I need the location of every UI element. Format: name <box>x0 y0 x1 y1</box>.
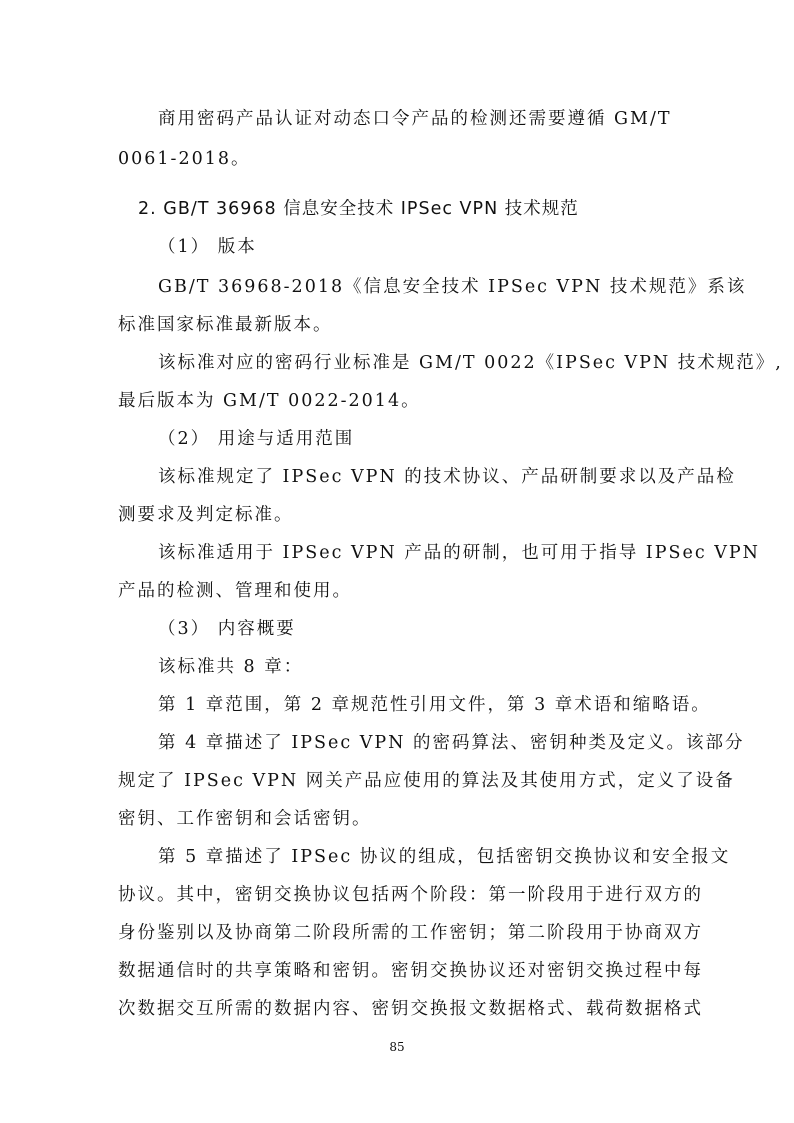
paragraph-line: 测要求及判定标准。 <box>118 505 294 525</box>
paragraph-line: GB/T 36968-2018《信息安全技术 IPSec VPN 技术规范》系该 <box>158 277 747 297</box>
paragraph-line: 第 4 章描述了 IPSec VPN 的密码算法、密钥种类及定义。该部分 <box>158 733 745 753</box>
paragraph-line: 规定了 IPSec VPN 网关产品应使用的算法及其使用方式，定义了设备 <box>118 771 735 791</box>
paragraph-line: 协议。其中，密钥交换协议包括两个阶段：第一阶段用于进行双方的 <box>118 885 703 905</box>
paragraph-line: 商用密码产品认证对动态口令产品的检测还需要遵循 GM/T <box>158 109 672 129</box>
section-heading: 2. GB/T 36968 信息安全技术 IPSec VPN 技术规范 <box>138 199 579 219</box>
paragraph-line: 该标准对应的密码行业标准是 GM/T 0022《IPSec VPN 技术规范》, <box>158 353 783 373</box>
paragraph-line: 最后版本为 GM/T 0022-2014。 <box>118 391 421 411</box>
paragraph-line: 次数据交互所需的数据内容、密钥交换报文数据格式、载荷数据格式 <box>118 999 703 1019</box>
paragraph-line: 密钥、工作密钥和会话密钥。 <box>118 809 372 829</box>
paragraph-line: 该标准适用于 IPSec VPN 产品的研制，也可用于指导 IPSec VPN <box>158 543 760 563</box>
paragraph-line: 身份鉴别以及协商第二阶段所需的工作密钥；第二阶段用于协商双方 <box>118 923 703 943</box>
subsection-heading: （1） 版本 <box>158 237 257 257</box>
paragraph-line: 标准国家标准最新版本。 <box>118 315 333 335</box>
subsection-heading: （3） 内容概要 <box>158 619 296 639</box>
paragraph-line: 该标准规定了 IPSec VPN 的技术协议、产品研制要求以及产品检 <box>158 467 736 487</box>
subsection-heading: （2） 用途与适用范围 <box>158 429 355 449</box>
paragraph-line: 0061-2018。 <box>118 149 251 169</box>
paragraph-line: 数据通信时的共享策略和密钥。密钥交换协议还对密钥交换过程中每 <box>118 961 703 981</box>
paragraph-line: 第 1 章范围，第 2 章规范性引用文件，第 3 章术语和缩略语。 <box>158 695 711 715</box>
paragraph-line: 产品的检测、管理和使用。 <box>118 581 352 601</box>
paragraph-line: 该标准共 8 章： <box>158 657 304 677</box>
paragraph-line: 第 5 章描述了 IPSec 协议的组成，包括密钥交换协议和安全报文 <box>158 847 731 867</box>
page-number: 85 <box>389 1040 405 1054</box>
